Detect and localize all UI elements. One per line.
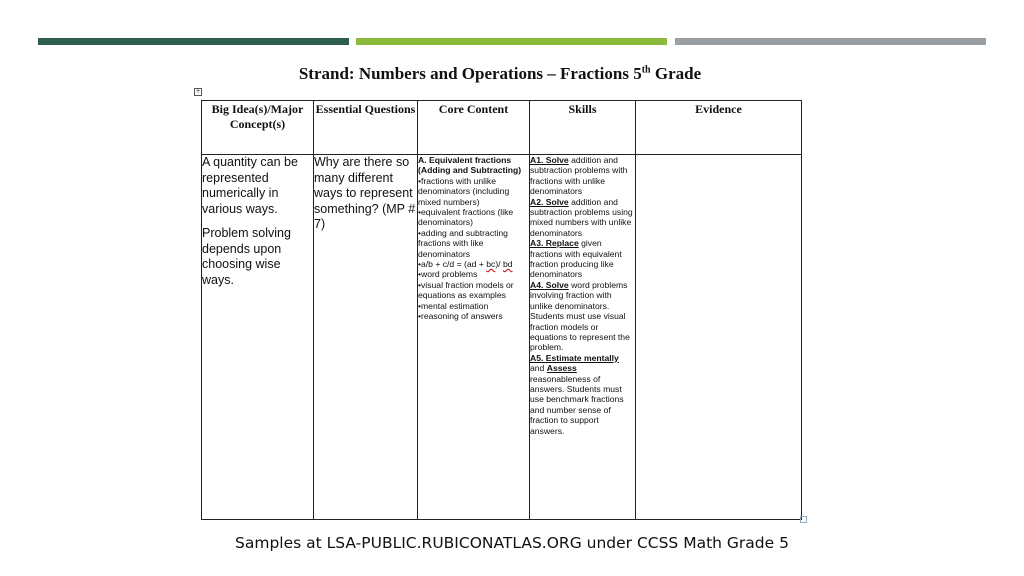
core-bullet: •equivalent fractions (like denominators) xyxy=(418,207,514,228)
skill-text: addition and subtraction problems with fractions with unlike denominators xyxy=(530,155,628,197)
skill-and: and xyxy=(530,363,547,374)
title-grade: Grade xyxy=(650,64,702,83)
cell-skills xyxy=(530,155,636,520)
core-content-heading: A. Equivalent fractions (Adding and Subtracting) xyxy=(418,155,522,176)
cell-big-idea xyxy=(202,155,314,520)
skill-text: addition and subtraction problems using mixed numbers with unlike denominators xyxy=(530,196,633,238)
accent-bar-dark xyxy=(38,38,349,45)
skill-assess: Assess xyxy=(546,363,577,374)
table-row xyxy=(202,155,802,520)
cell-core-content xyxy=(418,155,530,520)
skill-label: A2. Solve xyxy=(530,196,569,207)
core-bullet: •reasoning of answers xyxy=(418,311,503,322)
core-bullet-formula xyxy=(418,259,529,269)
header-essential-questions: Essential Questions xyxy=(314,101,418,155)
curriculum-table xyxy=(201,100,802,520)
accent-bar-gray xyxy=(675,38,986,45)
header-evidence: Evidence xyxy=(636,101,802,155)
skill-text: reasonableness of answers. Students must use benchmark fractions and number sense of fraction to support answers. xyxy=(530,373,624,436)
title-superscript: th xyxy=(641,64,651,76)
skill-item xyxy=(530,155,635,197)
table-move-handle-icon[interactable]: + xyxy=(195,88,201,95)
skill-item xyxy=(530,353,635,436)
core-bullet: •mental estimation xyxy=(418,300,489,311)
skill-label: A5. Estimate mentally xyxy=(530,352,619,363)
core-bullet: •fractions with unlike denominators (including mixed numbers) xyxy=(418,175,510,207)
skill-label: A1. Solve xyxy=(530,155,569,165)
formula-start: •a/b + c/d = (ad + xyxy=(418,259,487,270)
formula-bd: bd xyxy=(502,259,513,270)
formula-end: )/ xyxy=(495,259,503,270)
core-bullet: •word problems xyxy=(418,269,478,280)
footer-caption: Samples at LSA-PUBLIC.RUBICONATLAS.ORG under CCSS Math Grade 5 xyxy=(235,534,789,552)
table-header-row xyxy=(202,101,802,155)
title-text: Strand: Numbers and Operations – Fractions 5 xyxy=(298,64,642,83)
big-idea-1: A quantity can be represented numerically in various ways. xyxy=(202,155,298,216)
header-skills: Skills xyxy=(530,101,636,155)
cell-essential-questions xyxy=(314,155,418,520)
table-resize-handle-icon[interactable] xyxy=(800,516,807,523)
cell-evidence xyxy=(636,155,802,520)
page-title xyxy=(200,64,800,84)
skill-item xyxy=(530,197,635,239)
skill-item xyxy=(530,280,635,353)
core-bullet: •adding and subtracting fractions with like denominators xyxy=(418,227,508,259)
skill-label: A4. Solve xyxy=(530,279,569,290)
skill-item xyxy=(530,238,635,280)
core-bullet: •visual fraction models or equations as examples xyxy=(418,279,514,301)
accent-bar-green xyxy=(356,38,667,45)
formula-bc: bc xyxy=(486,259,496,270)
big-idea-2: Problem solving depends upon choosing wise ways. xyxy=(202,226,291,287)
header-big-idea: Big Idea(s)/Major Concept(s) xyxy=(202,101,314,155)
essential-question: Why are there so many different ways to represent something? (MP # 7) xyxy=(314,155,416,231)
skill-text: word problems involving fraction with unlike denominators. Students must use visual fraction models or equations to represent the problem. xyxy=(530,279,630,353)
header-core-content: Core Content xyxy=(418,101,530,155)
skill-text: given fractions with equivalent fraction producing like denominators xyxy=(530,238,622,280)
skill-label: A3. Replace xyxy=(530,238,579,249)
